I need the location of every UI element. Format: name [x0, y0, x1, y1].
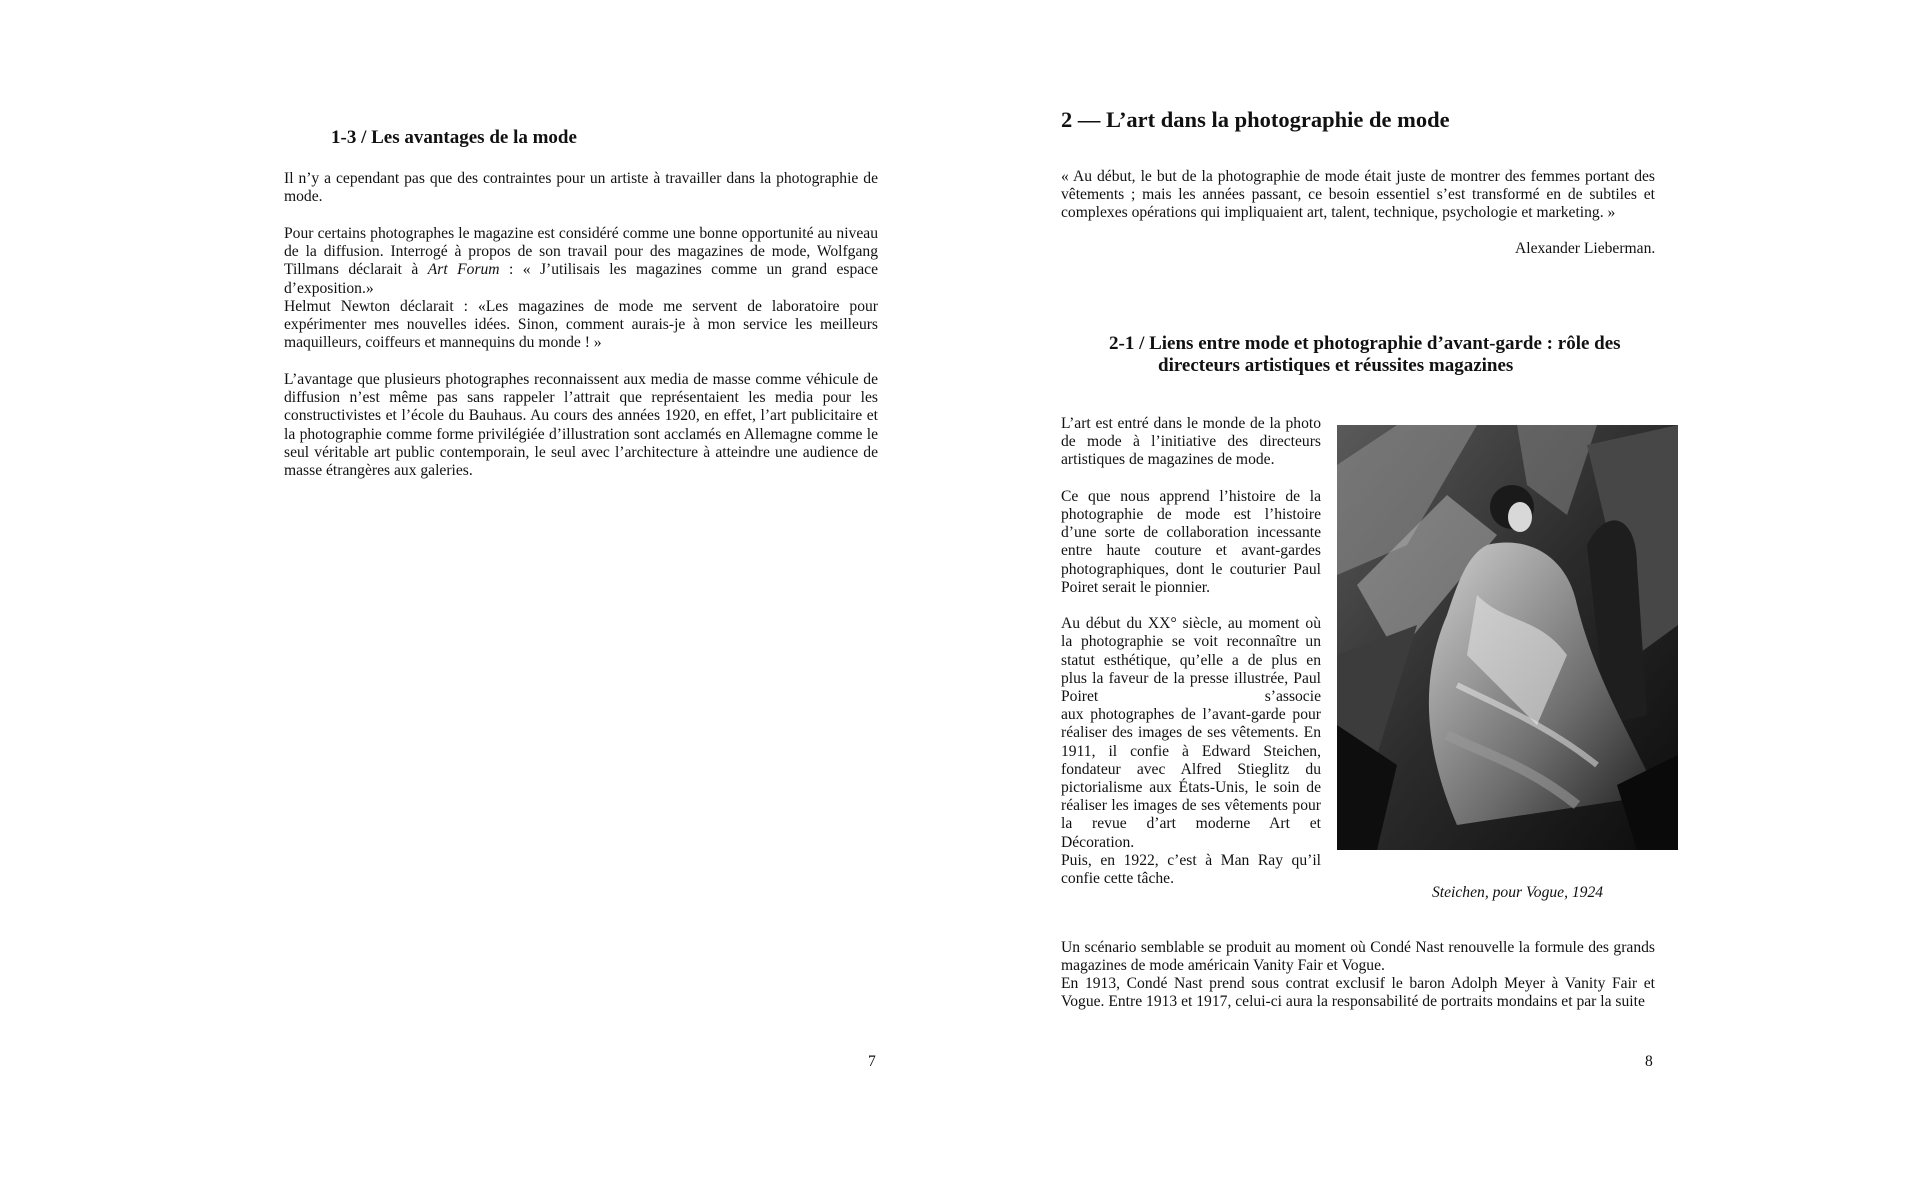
paragraph-conde-nast: Un scénario semblable se produit au moment où Condé Nast renouvelle la formule des grands magazines de mode américain Vanity Fair et Vogue.	[1061, 939, 1655, 975]
page-number-right: 8	[1645, 1053, 1653, 1070]
column-line: artistiques de magazines de mode.	[1061, 451, 1275, 469]
column-line: entre haute couture et avant-gardes	[1061, 542, 1321, 560]
column-line: Puis, en 1922, c’est à Man Ray qu’il	[1061, 851, 1321, 869]
column-line: Au début du XX° siècle, au moment où	[1061, 615, 1321, 633]
column-line: plus la faveur de la presse illustrée, Paul	[1061, 669, 1321, 687]
column-line: la revue d’art moderne Art et	[1061, 815, 1321, 833]
paragraph-3: Helmut Newton déclarait : «Les magazines de mode me servent de laboratoire pour expérimenter mes nouvelles idées. Sinon, comment aurais-je à mon service les meilleurs maquilleurs, coiffeurs et mannequins du monde ! »	[284, 298, 878, 352]
paragraph-adolph-meyer: En 1913, Condé Nast prend sous contrat exclusif le baron Adolph Meyer à Vanity Fair et Vogue. Entre 1913 et 1917, celui-ci aura la responsabilité de portraits mondains et par la suite	[1061, 975, 1655, 1011]
column-line: d’une sorte de collaboration incessante	[1061, 524, 1321, 542]
column-line: de mode à l’initiative des directeurs	[1061, 433, 1321, 451]
page-number-left: 7	[868, 1053, 876, 1070]
lieberman-quote: « Au début, le but de la photographie de mode était juste de montrer des femmes portant des vêtements ; mais les années passant, ce besoin essentiel s’est transformé en de subtiles et complexes opérations qui impliquaient art, talent, technique, psychologie et marketing. »	[1061, 168, 1655, 222]
column-line: statut esthétique, qu’elle a de plus en	[1061, 651, 1321, 669]
column-text	[1061, 415, 1321, 888]
column-line: réaliser les images de ses vêtements pour	[1061, 797, 1321, 815]
paragraph-2-text	[284, 225, 878, 297]
paragraph-2	[284, 225, 878, 298]
column-line: la photographie se voit reconnaître un	[1061, 633, 1321, 651]
column-line: Décoration.	[1061, 833, 1135, 851]
quote-author: Alexander Lieberman.	[1515, 240, 1656, 257]
steichen-vogue-photo	[1337, 425, 1678, 850]
column-line: Poiret s’associe	[1061, 688, 1321, 706]
art-forum-title: Art Forum	[427, 261, 500, 279]
column-line: fondateur avec Alfred Stieglitz du	[1061, 760, 1321, 778]
photo-caption: Steichen, pour Vogue, 1924	[1432, 884, 1604, 901]
column-line	[1061, 470, 1321, 488]
photo-illustration	[1337, 425, 1678, 850]
paragraph-1: Il n’y a cependant pas que des contraintes pour un artiste à travailler dans la photographie de mode.	[284, 170, 878, 206]
column-line: aux photographes de l’avant-garde pour	[1061, 706, 1321, 724]
paragraph-2-part2: : « J’utilisais les magazines comme un grand espace d’exposition.»	[284, 261, 878, 297]
subsection-heading-2-1-line1: 2-1 / Liens entre mode et photographie d’avant-garde : rôle des	[1109, 333, 1621, 354]
column-line: L’art est entré dans le monde de la photo	[1061, 415, 1321, 432]
column-line: photographie de mode est l’histoire	[1061, 506, 1321, 523]
paragraph-2-part1: Pour certains photographes le magazine est considéré comme une bonne opportunité au niveau de la diffusion. Interrogé à propos de son travail pour des magazines de mode, Wolfgang Tillmans déclarait à	[284, 225, 878, 279]
column-line: pictorialisme aux États-Unis, le soin de	[1061, 779, 1321, 797]
column-line: photographiques, dont le couturier Paul	[1061, 560, 1321, 578]
column-line: réaliser des images de ses vêtements. En	[1061, 724, 1321, 742]
section-heading-1-3: 1-3 / Les avantages de la mode	[331, 127, 577, 148]
paragraph-4: L’avantage que plusieurs photographes reconnaissent aux media de masse comme véhicule de diffusion n’est même pas sans rappeler l’attrait que représentaient les media pour les constructivistes et l’école du Bauhaus. Au cours des années 1920, en effet, l’art publicitaire et la photographie comme forme privilégiée d’illustration sont acclamés en Allemagne comme le seul véritable art public contemporain, le seul avec l’architecture à atteindre une audience de masse étrangères aux galeries.	[284, 371, 878, 480]
column-line: Ce que nous apprend l’histoire de la	[1061, 487, 1321, 505]
chapter-heading-2: 2 — L’art dans la photographie de mode	[1061, 107, 1450, 132]
column-line	[1061, 597, 1321, 615]
column-line: confie cette tâche.	[1061, 870, 1174, 888]
column-line: Poiret serait le pionnier.	[1061, 578, 1210, 596]
column-line: 1911, il confie à Edward Steichen,	[1061, 742, 1321, 760]
subsection-heading-2-1-line2: directeurs artistiques et réussites magazines	[1158, 355, 1514, 376]
